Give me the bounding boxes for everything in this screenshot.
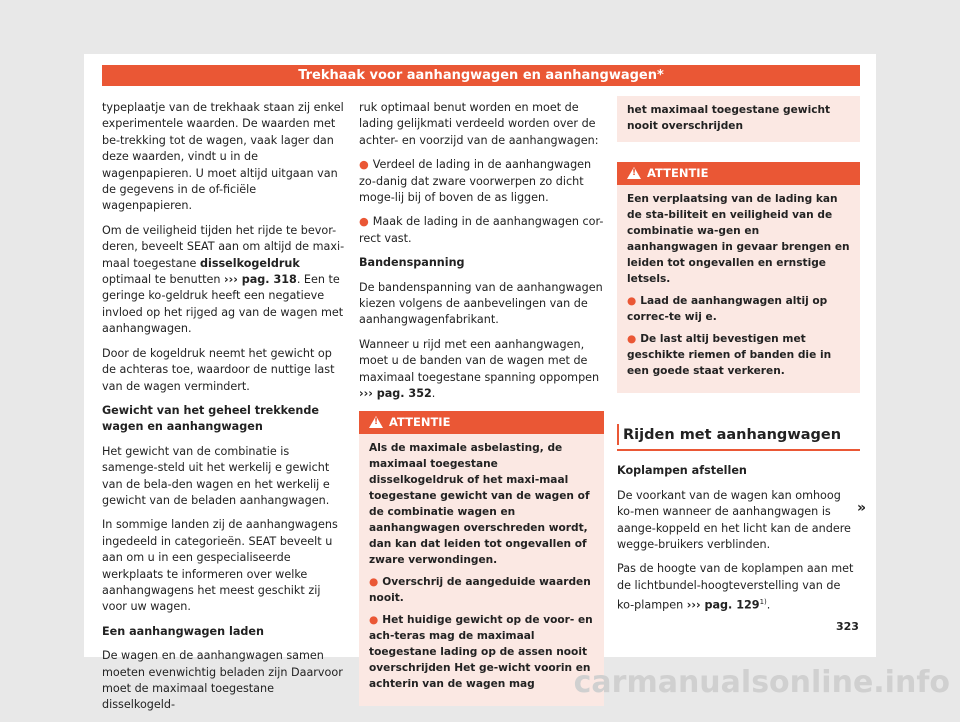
- page-number: 323: [836, 620, 859, 633]
- warning-continued: het maximaal toegestane gewicht nooit overschrijden: [617, 96, 860, 142]
- warning-triangle-icon: [627, 167, 641, 179]
- page-reference-link[interactable]: ››› pag. 129: [686, 598, 760, 612]
- subheading: Gewicht van het geheel trekkende wagen en aanhangwagen: [102, 403, 319, 434]
- column-2: [359, 100, 604, 706]
- warning-header: !ATTENTIE: [617, 162, 860, 185]
- paragraph: Door de kogeldruk neemt het gewicht op de achteras toe, waardoor de nuttige last van de wagen vermindert.: [102, 346, 335, 393]
- subheading: Een aanhangwagen laden: [102, 624, 264, 638]
- page-title: Trekhaak voor aanhangwagen en aanhangwagen*: [102, 65, 860, 86]
- bullet-icon: ●: [627, 295, 637, 307]
- paragraph: ruk optimaal benut worden en moet de lading gelijkmati verdeeld worden over de achter- en voorzijd van de aanhangwagen:: [359, 101, 599, 147]
- bullet-icon: ●: [359, 158, 369, 172]
- bullet-item: ● Maak de lading in de aanhangwagen cor-rect vast.: [359, 215, 604, 245]
- bullet-icon: ●: [369, 613, 379, 626]
- paragraph: Het gewicht van de combinatie is samenge-steld uit het werkelij e gewicht van de bela-den wagen en het werkelij e gewicht van de beladen aanhangwagen.: [102, 444, 330, 507]
- paragraph: De wagen en de aanhangwagen samen moeten evenwichtig beladen zijn Daarvoor moet de maximaal toegestane disselkogeld-: [102, 649, 343, 712]
- warning-body: [359, 434, 604, 706]
- watermark-logo: carmanualsonline.info: [573, 665, 950, 700]
- paragraph: De bandenspanning van de aanhangwagen kiezen volgens de aanbevelingen van de aanhangwagenfabrikant.: [359, 280, 603, 327]
- warning-bullet: ● De last altij bevestigen met geschikte riemen of banden die in een goede staat verkeren.: [627, 333, 832, 377]
- warning-box: [359, 411, 604, 706]
- bullet-icon: ●: [369, 575, 379, 588]
- section-title: Rijden met aanhangwagen: [617, 421, 860, 451]
- page-reference-link[interactable]: ››› pag. 318: [224, 273, 297, 287]
- paragraph: Wanneer u rijd met een aanhangwagen, moet u de banden van de wagen met de maximaal toegestane spanning oppompen ››› pag. 352.: [359, 337, 600, 401]
- bullet-icon: ●: [627, 333, 637, 345]
- paragraph: typeplaatje van de trekhaak staan zij enkel experimentele waarden. De waarden met be-trekking tot de wagen, vaak lager dan deze waarden, vindt u in de wagenpapieren. U moet altijd uitgaan van de gegevens in de of-ficiële wagenpapieren.: [102, 101, 344, 213]
- bullet-item: ● Verdeel de lading in de aanhangwagen zo-danig dat zware voorwerpen zo dicht moge-lij bij of boven de as liggen.: [359, 158, 592, 205]
- warning-bullet: ● Overschrij de aangeduide waarden nooit.: [369, 575, 591, 604]
- column-1: [102, 100, 346, 722]
- bullet-icon: ●: [359, 215, 369, 229]
- paragraph: Om de veiligheid tijden het rijde te bevor-deren, beveelt SEAT aan om altijd de maxi-maal toegestane disselkogeldruk optimaal te benutten ››› pag. 318. Een te geringe ko-geldruk heeft een negatieve invloed op het rijged ag van de wagen met aanhangwagen.: [102, 223, 345, 336]
- warning-text: Als de maximale asbelasting, de maximaal toegestane disselkogeldruk of het maxi-maal toegestane gewicht van de wagen of de combinatie wagen en aanhangwagen overschreden wordt, dan kan dat leiden tot ongevallen of zware verwondingen.: [369, 441, 590, 566]
- subheading: Bandenspanning: [359, 256, 465, 270]
- warning-box: [617, 162, 860, 393]
- subheading: Koplampen afstellen: [617, 464, 747, 478]
- warning-bullet: ● Het huidige gewicht op de voor- en ach-teras mag de maximaal toegestane lading op de assen nooit overschrijden Het ge-wicht voorin en achterin van de wagen mag: [369, 613, 593, 690]
- warning-bullet: ● Laad de aanhangwagen altij op correc-te wij e.: [627, 295, 828, 323]
- warning-text: Een verplaatsing van de lading kan de sta-biliteit en veiligheid van de combinatie wa-gen en aanhangwagen in gevaar brengen en leiden tot ongevallen en ernstige letsels.: [627, 193, 850, 285]
- paragraph: In sommige landen zij de aanhangwagens ingedeeld in categorieën. SEAT beveelt u aan om u in een gespecialiseerde werkplaats te informeren over welke aanhangwagens het meest geschikt zij voor uw wagen.: [102, 518, 338, 614]
- bold-term: disselkogeldruk: [199, 256, 300, 270]
- warning-triangle-icon: [369, 416, 383, 428]
- page-reference-link[interactable]: ››› pag. 352: [359, 387, 432, 401]
- warning-header: !ATTENTIE: [359, 411, 604, 434]
- continue-arrow-icon: »: [857, 500, 867, 516]
- footnote-marker: 1): [759, 598, 767, 607]
- paragraph: De voorkant van de wagen kan omhoog ko-men wanneer de aanhangwagen is aange-koppeld en het licht kan de andere wegge-bruikers verblinden.: [617, 488, 851, 552]
- paragraph: Pas de hoogte van de koplampen aan met de lichtbundel-hoogteverstelling van de ko-plampen ››› pag. 129$^{1)}$.: [617, 562, 854, 612]
- warning-body: [617, 185, 860, 393]
- column-3: [617, 100, 860, 622]
